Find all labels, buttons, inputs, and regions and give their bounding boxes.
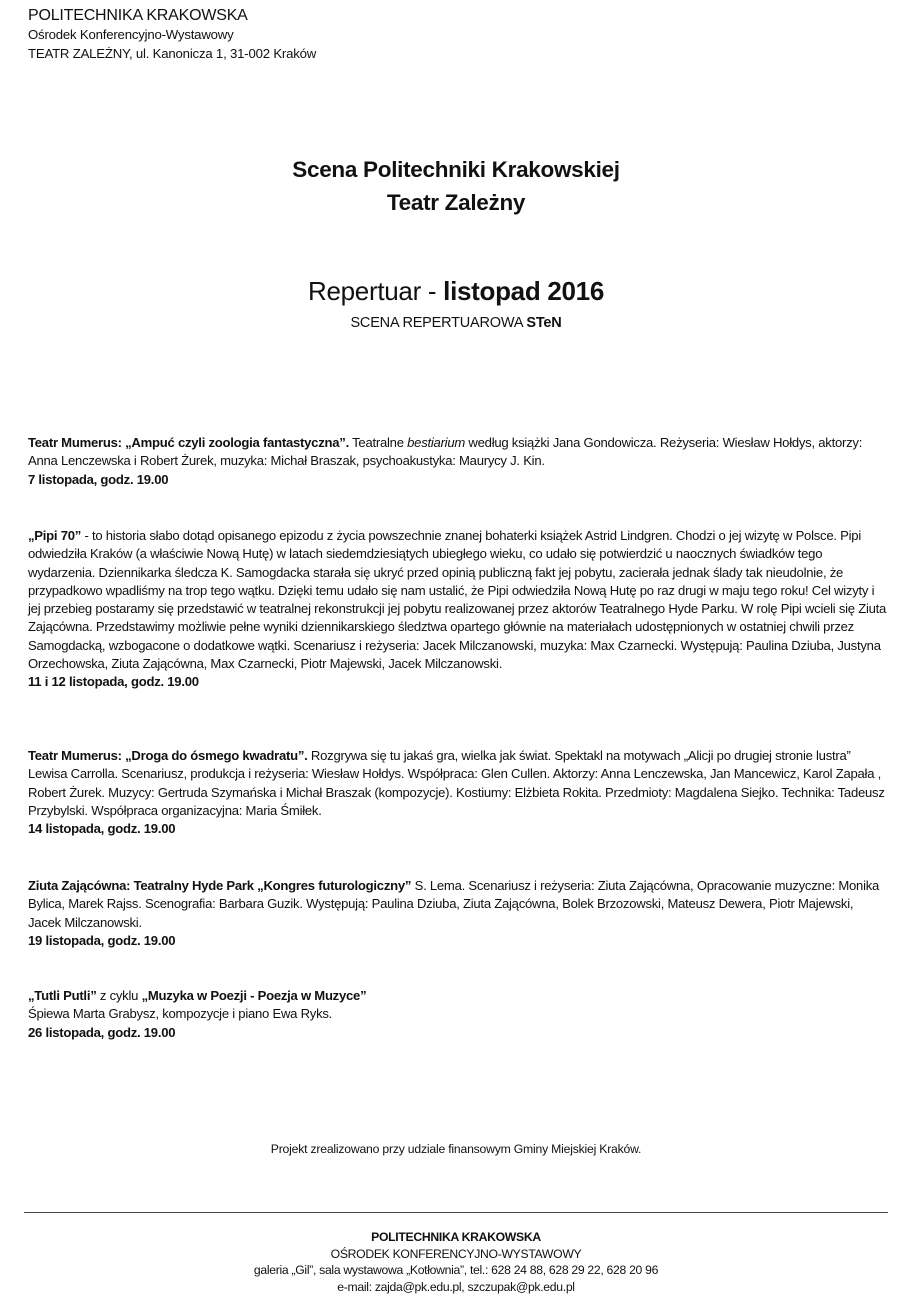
event-date: 19 listopada, godz. 19.00 bbox=[28, 932, 176, 948]
event-entry bbox=[28, 987, 888, 1042]
event-text: - to historia słabo dotąd opisanego epizodu z życia powszechnie znanej bohaterki książek Astrid Lindgren. Chodzi o jej wizytę w Polsce. Pipi odwiedziła Kraków (a właściwie Nową Hutę) w latach siedemdziesiątych ubiegłego wieku, co udało się potwierdzić u naocznych świadków tego wydarzenia. Dziennikarka śledcza K. Samogdacka starała się ukryć przed opinią publiczną fakt jej pobytu, zacierała jednak ślady tak nieudolnie, że przypadkowo wpadliśmy na trop tego wątku. Dzięki temu udało się nam ustalić, że Pipi odwiedziła Nową Hutę po raz drugi w maju tego roku! Cel wizyty i jej przebieg postaramy się przedstawić w teatralnej rekonstrukcji jej pobytu realizowanej przez aktorów Teatralnego Hyde Parku. W rolę Pipi wcieli się Ziuta Zającówna. Przedstawimy możliwie pełne wyniki dziennikarskiego śledztwa opartego głównie na materiałach udostępnionych w ostatniej chwili przez Samogdacką, wzbogacone o dodatkowe wątki. Scenariusz i reżyseria: Jacek Milczanowski, muzyka: Max Czarnecki. Występują: Paulina Dziuba, Justyna Orzechowska, Ziuta Zającówna, Max Czarnecki, Piotr Majewski, Jacek Milczanowski. bbox=[28, 528, 887, 672]
footer-email[interactable]: e-mail: zajda@pk.edu.pl, szczupak@pk.edu.pl bbox=[337, 1279, 575, 1294]
event-title: „Tutli Putli” bbox=[28, 988, 97, 1003]
event-date: 11 i 12 listopada, godz. 19.00 bbox=[28, 674, 199, 690]
stage-prefix: SCENA REPERTUAROWA bbox=[350, 315, 527, 331]
letterhead bbox=[28, 6, 316, 63]
event-series: „Muzyka w Poezji - Poezja w Muzyce” bbox=[141, 988, 367, 1003]
footer-unit: OŚRODEK KONFERENCYJNO-WYSTAWOWY bbox=[330, 1246, 582, 1261]
event-title: Teatr Mumerus: „Ampuć czyli zoologia fantastyczna”. bbox=[28, 435, 349, 450]
event-entry bbox=[28, 527, 888, 692]
letterhead-org: POLITECHNIKA KRAKOWSKA bbox=[28, 7, 248, 24]
page-title: Scena Politechniki Krakowskiej bbox=[292, 157, 620, 182]
event-entry bbox=[28, 877, 888, 950]
event-text-italic: bestiarium bbox=[407, 435, 466, 450]
event-text: S. Lema. Scenariusz i reżyseria: Ziuta Zającówna, Opracowanie muzyczne: Monika Bylica, Marek Rajss. Scenografia: Barbara Guzik. Występują: Paulina Dziuba, Ziuta Zającówna, Bolek Brzozowski, Mateusz Dewera, Piotr Majewski, Jacek Milczanowski. bbox=[28, 878, 880, 930]
letterhead-address: TEATR ZALEŻNY, ul. Kanonicza 1, 31-002 Kraków bbox=[28, 46, 317, 61]
event-title: Teatr Mumerus: „Droga do ósmego kwadratu”. bbox=[28, 748, 308, 763]
event-date: 7 listopada, godz. 19.00 bbox=[28, 471, 169, 487]
event-text: Teatralne bbox=[348, 435, 408, 450]
repertoire-heading bbox=[0, 276, 900, 307]
footer-org: POLITECHNIKA KRAKOWSKA bbox=[371, 1230, 541, 1244]
event-entry bbox=[28, 434, 888, 489]
event-date: 26 listopada, godz. 19.00 bbox=[28, 1024, 176, 1040]
stage-name-line bbox=[0, 315, 900, 331]
event-title: Ziuta Zającówna: Teatralny Hyde Park „Kongres futurologiczny” bbox=[28, 878, 412, 893]
footer-divider bbox=[24, 1212, 888, 1213]
event-text: z cyklu bbox=[96, 988, 142, 1003]
event-text: Śpiewa Marta Grabysz, kompozycje i piano Ewa Ryks. bbox=[28, 1006, 333, 1022]
event-text: według książki Jana Gondowicza. Reżyseria: Wiesław Hołdys, aktorzy: Anna Lenczewska i Robert Żurek, muzyka: Michał Braszak, psychoakustyka: Maurycy J. Kin. bbox=[28, 435, 863, 469]
event-entry bbox=[28, 747, 888, 838]
event-date: 14 listopada, godz. 19.00 bbox=[28, 821, 176, 837]
letterhead-unit: Ośrodek Konferencyjno-Wystawowy bbox=[28, 27, 234, 42]
event-text: Rozgrywa się tu jakaś gra, wielka jak świat. Spektakl na motywach „Alicji po drugiej stronie lustra” Lewisa Carrolla. Scenariusz, produkcja i reżyseria: Wiesław Hołdys. Współpraca: Glen Cullen. Aktorzy: Anna Lenczewska, Jan Mancewicz, Karol Zapała , Robert Żurek. Muzycy: Gertruda Szymańska i Michał Braszak (kompozycje). Kostiumy: Elżbieta Rokita. Przedmioty: Magdalena Siejko. Technika: Tadeusz Przybylski. Współpraca organizacyjna: Maria Śmiłek. bbox=[28, 748, 885, 818]
event-title: „Pipi 70” bbox=[28, 528, 82, 543]
footer-venues-phones: galeria „Gil”, sala wystawowa „Kotłownia”, tel.: 628 24 88, 628 29 22, 628 20 96 bbox=[253, 1263, 659, 1278]
repertoire-month: listopad 2016 bbox=[443, 276, 604, 306]
footer bbox=[0, 1229, 900, 1295]
page-subtitle: Teatr Zależny bbox=[386, 190, 526, 215]
repertoire-prefix: Repertuar - bbox=[308, 276, 444, 306]
funding-note: Projekt zrealizowano przy udziale finansowym Gminy Miejskiej Kraków. bbox=[270, 1142, 642, 1156]
stage-name: STeN bbox=[526, 315, 562, 331]
